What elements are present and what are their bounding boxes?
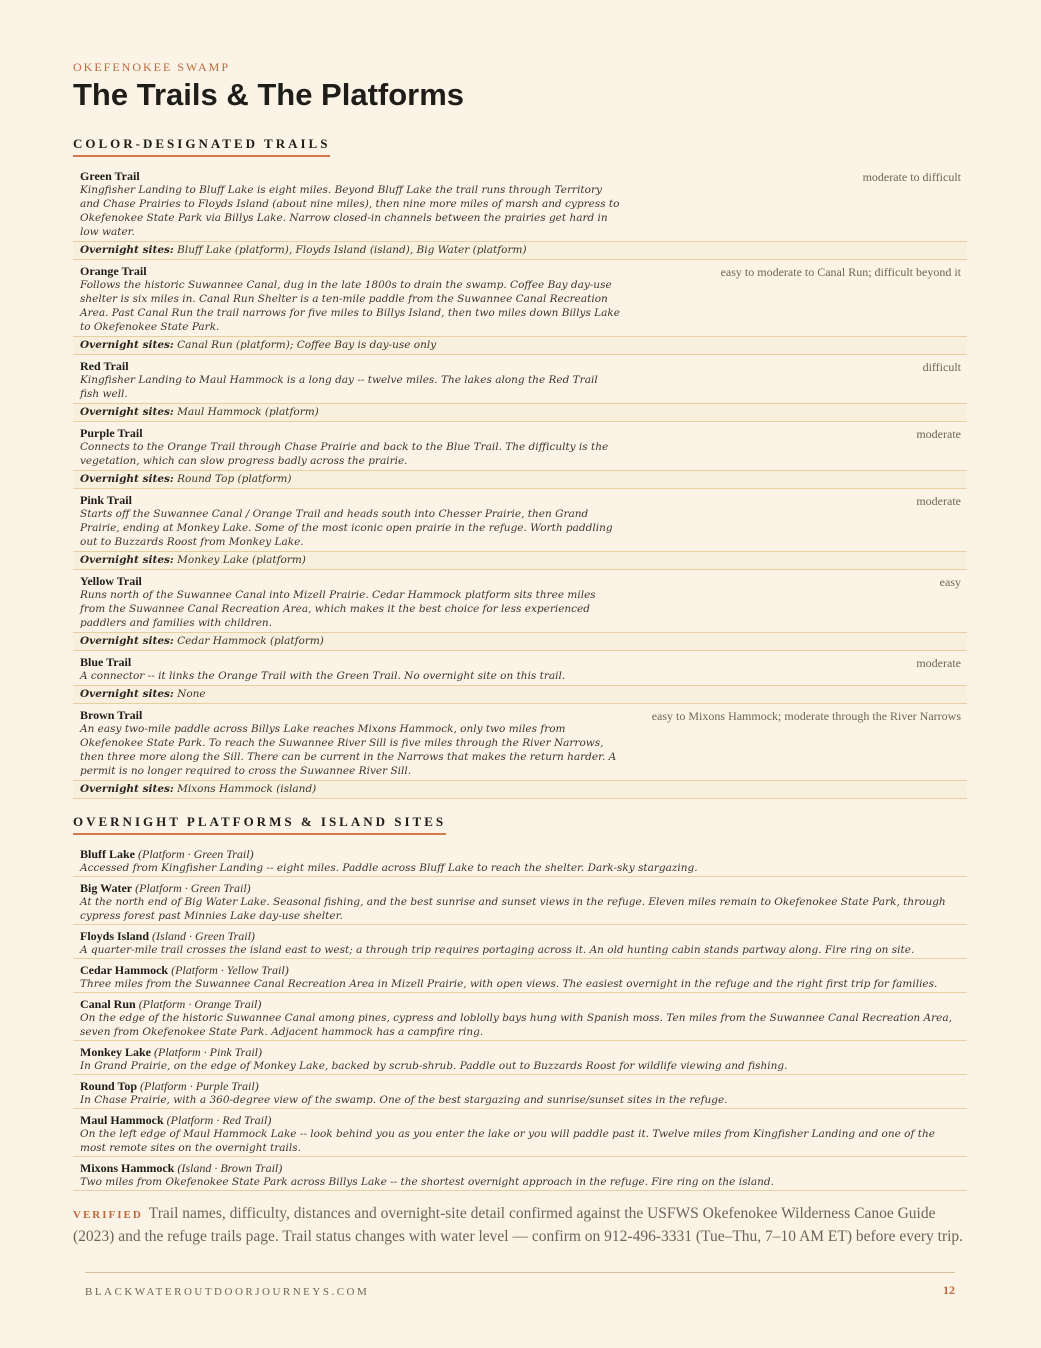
trail-description: Runs north of the Suwannee Canal into Mizell Prairie. Cedar Hammock platform sits three miles from the Suwannee Canal Recreation Area, which makes it the best choice for less experienced paddlers and families with children.: [80, 589, 596, 629]
trail-overnight-sites: [73, 470, 967, 488]
platform-description: A quarter-mile trail crosses the island east to west; a through trip requires portaging across it. An old hunting cabin stands partway along. Fire ring on site.: [80, 944, 915, 956]
trail-difficulty: easy to Mixons Hammock; moderate through the River Narrows: [651, 709, 961, 723]
overnight-label: Overnight sites:: [80, 244, 174, 256]
trail-main: [73, 165, 967, 241]
platform-name: Mixons Hammock: [80, 1161, 175, 1175]
overnight-label: Overnight sites:: [80, 783, 174, 795]
verified-text: Trail names, difficulty, distances and overnight-site detail confirmed against the USFWS Okefenokee Wilderness Canoe Guide (2023) and the refuge trails page. Trail status changes with water level — confirm on 912-496-3331 (Tue–Thu, 7–10 AM ET) before every trip.: [73, 1205, 964, 1245]
trail-description: Follows the historic Suwannee Canal, dug in the late 1800s to drain the swamp. Coffee Bay day-use shelter is six miles in. Canal Run Shelter is a ten-mile paddle from the Suwannee Canal Recreation Area. Past Canal Run the trail narrows for five miles to Billys Island, then two miles down Billys Lake to Okefenokee State Park.: [80, 279, 620, 333]
overnight-value: Mixons Hammock (island): [177, 783, 317, 795]
platform-heading: [80, 1079, 960, 1093]
platform-type: (Island · Brown Trail): [177, 1161, 283, 1175]
platform-type: (Platform · Pink Trail): [154, 1045, 263, 1059]
platform-entry: [73, 843, 967, 877]
platform-name: Bluff Lake: [80, 847, 136, 861]
trail-difficulty: moderate to difficult: [862, 170, 961, 184]
platform-heading: [80, 963, 960, 977]
trail-entry: [73, 165, 967, 260]
trail-name: Orange Trail: [80, 264, 147, 278]
platform-name: Cedar Hammock: [80, 963, 169, 977]
trail-overnight-sites: [73, 780, 967, 798]
platform-heading: [80, 997, 960, 1011]
verified-tag: VERIFIED: [73, 1209, 143, 1221]
platform-type: (Platform · Yellow Trail): [171, 963, 289, 977]
trail-difficulty: moderate: [916, 494, 961, 508]
trail-entry: [73, 651, 967, 704]
trail-overnight-sites: [73, 685, 967, 703]
trail-difficulty: moderate: [916, 656, 961, 670]
platform-heading: [80, 1161, 960, 1175]
trail-main: [73, 570, 967, 632]
overnight-value: Round Top (platform): [177, 473, 292, 485]
platform-heading: [80, 929, 960, 943]
trail-entry: [73, 570, 967, 651]
trail-entry: [73, 260, 967, 355]
trail-description: Kingfisher Landing to Maul Hammock is a long day -- twelve miles. The lakes along the Red Trail fish well.: [80, 374, 598, 400]
trail-name: Purple Trail: [80, 426, 143, 440]
trail-main: [73, 422, 967, 470]
trail-overnight-sites: [73, 632, 967, 650]
trail-description: A connector -- it links the Orange Trail with the Green Trail. No overnight site on this trail.: [80, 670, 566, 682]
trail-difficulty: easy: [939, 575, 961, 589]
trail-overnight-sites: [73, 403, 967, 421]
trail-difficulty: easy to moderate to Canal Run; difficult beyond it: [720, 265, 961, 279]
platform-name: Monkey Lake: [80, 1045, 152, 1059]
platform-name: Round Top: [80, 1079, 138, 1093]
platform-entry: [73, 1075, 967, 1109]
platform-name: Floyds Island: [80, 929, 150, 943]
platform-entry: [73, 877, 967, 925]
platform-entry: [73, 993, 967, 1041]
overnight-label: Overnight sites:: [80, 554, 174, 566]
trail-name: Blue Trail: [80, 655, 132, 669]
platform-type: (Platform · Green Trail): [135, 881, 251, 895]
trail-entry: [73, 355, 967, 422]
trail-main: [73, 704, 967, 780]
platform-entry: [73, 1109, 967, 1157]
platform-heading: [80, 1113, 960, 1127]
platforms-list: [73, 843, 967, 1191]
verified-note: [73, 1203, 967, 1248]
platform-description: Accessed from Kingfisher Landing -- eight miles. Paddle across Bluff Lake to reach the shelter. Dark-sky stargazing.: [80, 862, 698, 874]
platforms-section-heading: OVERNIGHT PLATFORMS & ISLAND SITES: [73, 814, 446, 835]
trail-description: An easy two-mile paddle across Billys Lake reaches Mixons Hammock, only two miles from Okefenokee State Park. To reach the Suwannee River Sill is five miles through the River Narrows, then three more along the Sill. There can be current in the Narrows that makes the return harder. A permit is no longer required to cross the Suwannee River Sill.: [80, 723, 617, 777]
platform-description: Two miles from Okefenokee State Park across Billys Lake -- the shortest overnight approach in the refuge. Fire ring on the island.: [80, 1176, 774, 1188]
trails-list: [73, 165, 967, 799]
platform-entry: [73, 925, 967, 959]
platform-description: On the edge of the historic Suwannee Canal among pines, cypress and loblolly bays hung with Spanish moss. Ten miles from the Suwannee Canal Recreation Area, seven from Okefenokee State Park. Adjacent hammock has a campfire ring.: [80, 1012, 952, 1038]
platform-heading: [80, 881, 960, 895]
trail-description: Starts off the Suwannee Canal / Orange Trail and heads south into Chesser Prairie, then Grand Prairie, ending at Monkey Lake. Some of the most iconic open prairie in the refuge. Worth paddling out to Buzzards Roost from Monkey Lake.: [80, 508, 613, 548]
platform-entry: [73, 959, 967, 993]
overnight-value: Bluff Lake (platform), Floyds Island (island), Big Water (platform): [177, 244, 527, 256]
page-footer: [85, 1272, 955, 1300]
trail-main: [73, 489, 967, 551]
platform-type: (Platform · Red Trail): [166, 1113, 272, 1127]
trail-description: Connects to the Orange Trail through Chase Prairie and back to the Blue Trail. The difficulty is the vegetation, which can slow progress badly across the prairie.: [80, 441, 609, 467]
platform-name: Canal Run: [80, 997, 136, 1011]
trail-overnight-sites: [73, 241, 967, 259]
page-content: [73, 60, 967, 1248]
overnight-label: Overnight sites:: [80, 635, 174, 647]
platform-description: At the north end of Big Water Lake. Seasonal fishing, and the best sunrise and sunset views in the refuge. Eleven miles remain to Okefenokee State Park, through cypress forest past Minnies Lake day-use shelter.: [80, 896, 946, 922]
platform-entry: [73, 1157, 967, 1191]
trail-main: [73, 355, 967, 403]
platform-description: On the left edge of Maul Hammock Lake -- look behind you as you enter the lake or you will paddle past it. Twelve miles from Kingfisher Landing and one of the most remote sites on the overnight trails.: [80, 1128, 935, 1154]
trail-overnight-sites: [73, 336, 967, 354]
platform-type: (Platform · Purple Trail): [140, 1079, 259, 1093]
trail-main: [73, 651, 967, 685]
platform-type: (Platform · Green Trail): [138, 847, 254, 861]
trail-name: Yellow Trail: [80, 574, 142, 588]
overnight-label: Overnight sites:: [80, 339, 174, 351]
platform-type: (Island · Green Trail): [152, 929, 255, 943]
platform-heading: [80, 847, 960, 861]
platform-description: Three miles from the Suwannee Canal Recreation Area in Mizell Prairie, with open views. The easiest overnight in the refuge and the right first trip for families.: [80, 978, 938, 990]
overnight-label: Overnight sites:: [80, 473, 174, 485]
platform-type: (Platform · Orange Trail): [138, 997, 262, 1011]
trail-entry: [73, 704, 967, 799]
platform-name: Maul Hammock: [80, 1113, 164, 1127]
trail-entry: [73, 489, 967, 570]
page-number: 12: [943, 1283, 955, 1297]
trail-difficulty: difficult: [922, 360, 961, 374]
overnight-value: Cedar Hammock (platform): [177, 635, 324, 647]
trails-section-heading: COLOR-DESIGNATED TRAILS: [73, 136, 330, 157]
trail-name: Red Trail: [80, 359, 129, 373]
footer-site: BLACKWATEROUTDOORJOURNEYS.COM: [85, 1286, 370, 1298]
page-title: The Trails & The Platforms: [73, 77, 465, 112]
trail-name: Green Trail: [80, 169, 140, 183]
platform-description: In Chase Prairie, with a 360-degree view of the swamp. One of the best stargazing and sunrise/sunset sites in the refuge.: [80, 1094, 728, 1106]
overnight-label: Overnight sites:: [80, 688, 174, 700]
trail-difficulty: moderate: [916, 427, 961, 441]
platform-name: Big Water: [80, 881, 133, 895]
trail-name: Brown Trail: [80, 708, 143, 722]
platform-entry: [73, 1041, 967, 1075]
overnight-value: Canal Run (platform); Coffee Bay is day-use only: [177, 339, 437, 351]
overnight-value: None: [177, 688, 206, 700]
trail-name: Pink Trail: [80, 493, 132, 507]
overnight-value: Monkey Lake (platform): [177, 554, 306, 566]
trail-description: Kingfisher Landing to Bluff Lake is eight miles. Beyond Bluff Lake the trail runs through Territory and Chase Prairies to Floyds Island (about nine miles), then nine more miles of marsh and cypress to Okefenokee State Park via Billys Lake. Narrow closed-in channels between the prairies get hard in low water.: [80, 184, 620, 238]
platform-description: In Grand Prairie, on the edge of Monkey Lake, backed by scrub-shrub. Paddle out to Buzzards Roost for wildlife viewing and fishing.: [80, 1060, 788, 1072]
overnight-value: Maul Hammock (platform): [177, 406, 319, 418]
trail-main: [73, 260, 967, 336]
trail-entry: [73, 422, 967, 489]
trail-overnight-sites: [73, 551, 967, 569]
section-kicker: OKEFENOKEE SWAMP: [73, 60, 231, 74]
overnight-label: Overnight sites:: [80, 406, 174, 418]
platform-heading: [80, 1045, 960, 1059]
